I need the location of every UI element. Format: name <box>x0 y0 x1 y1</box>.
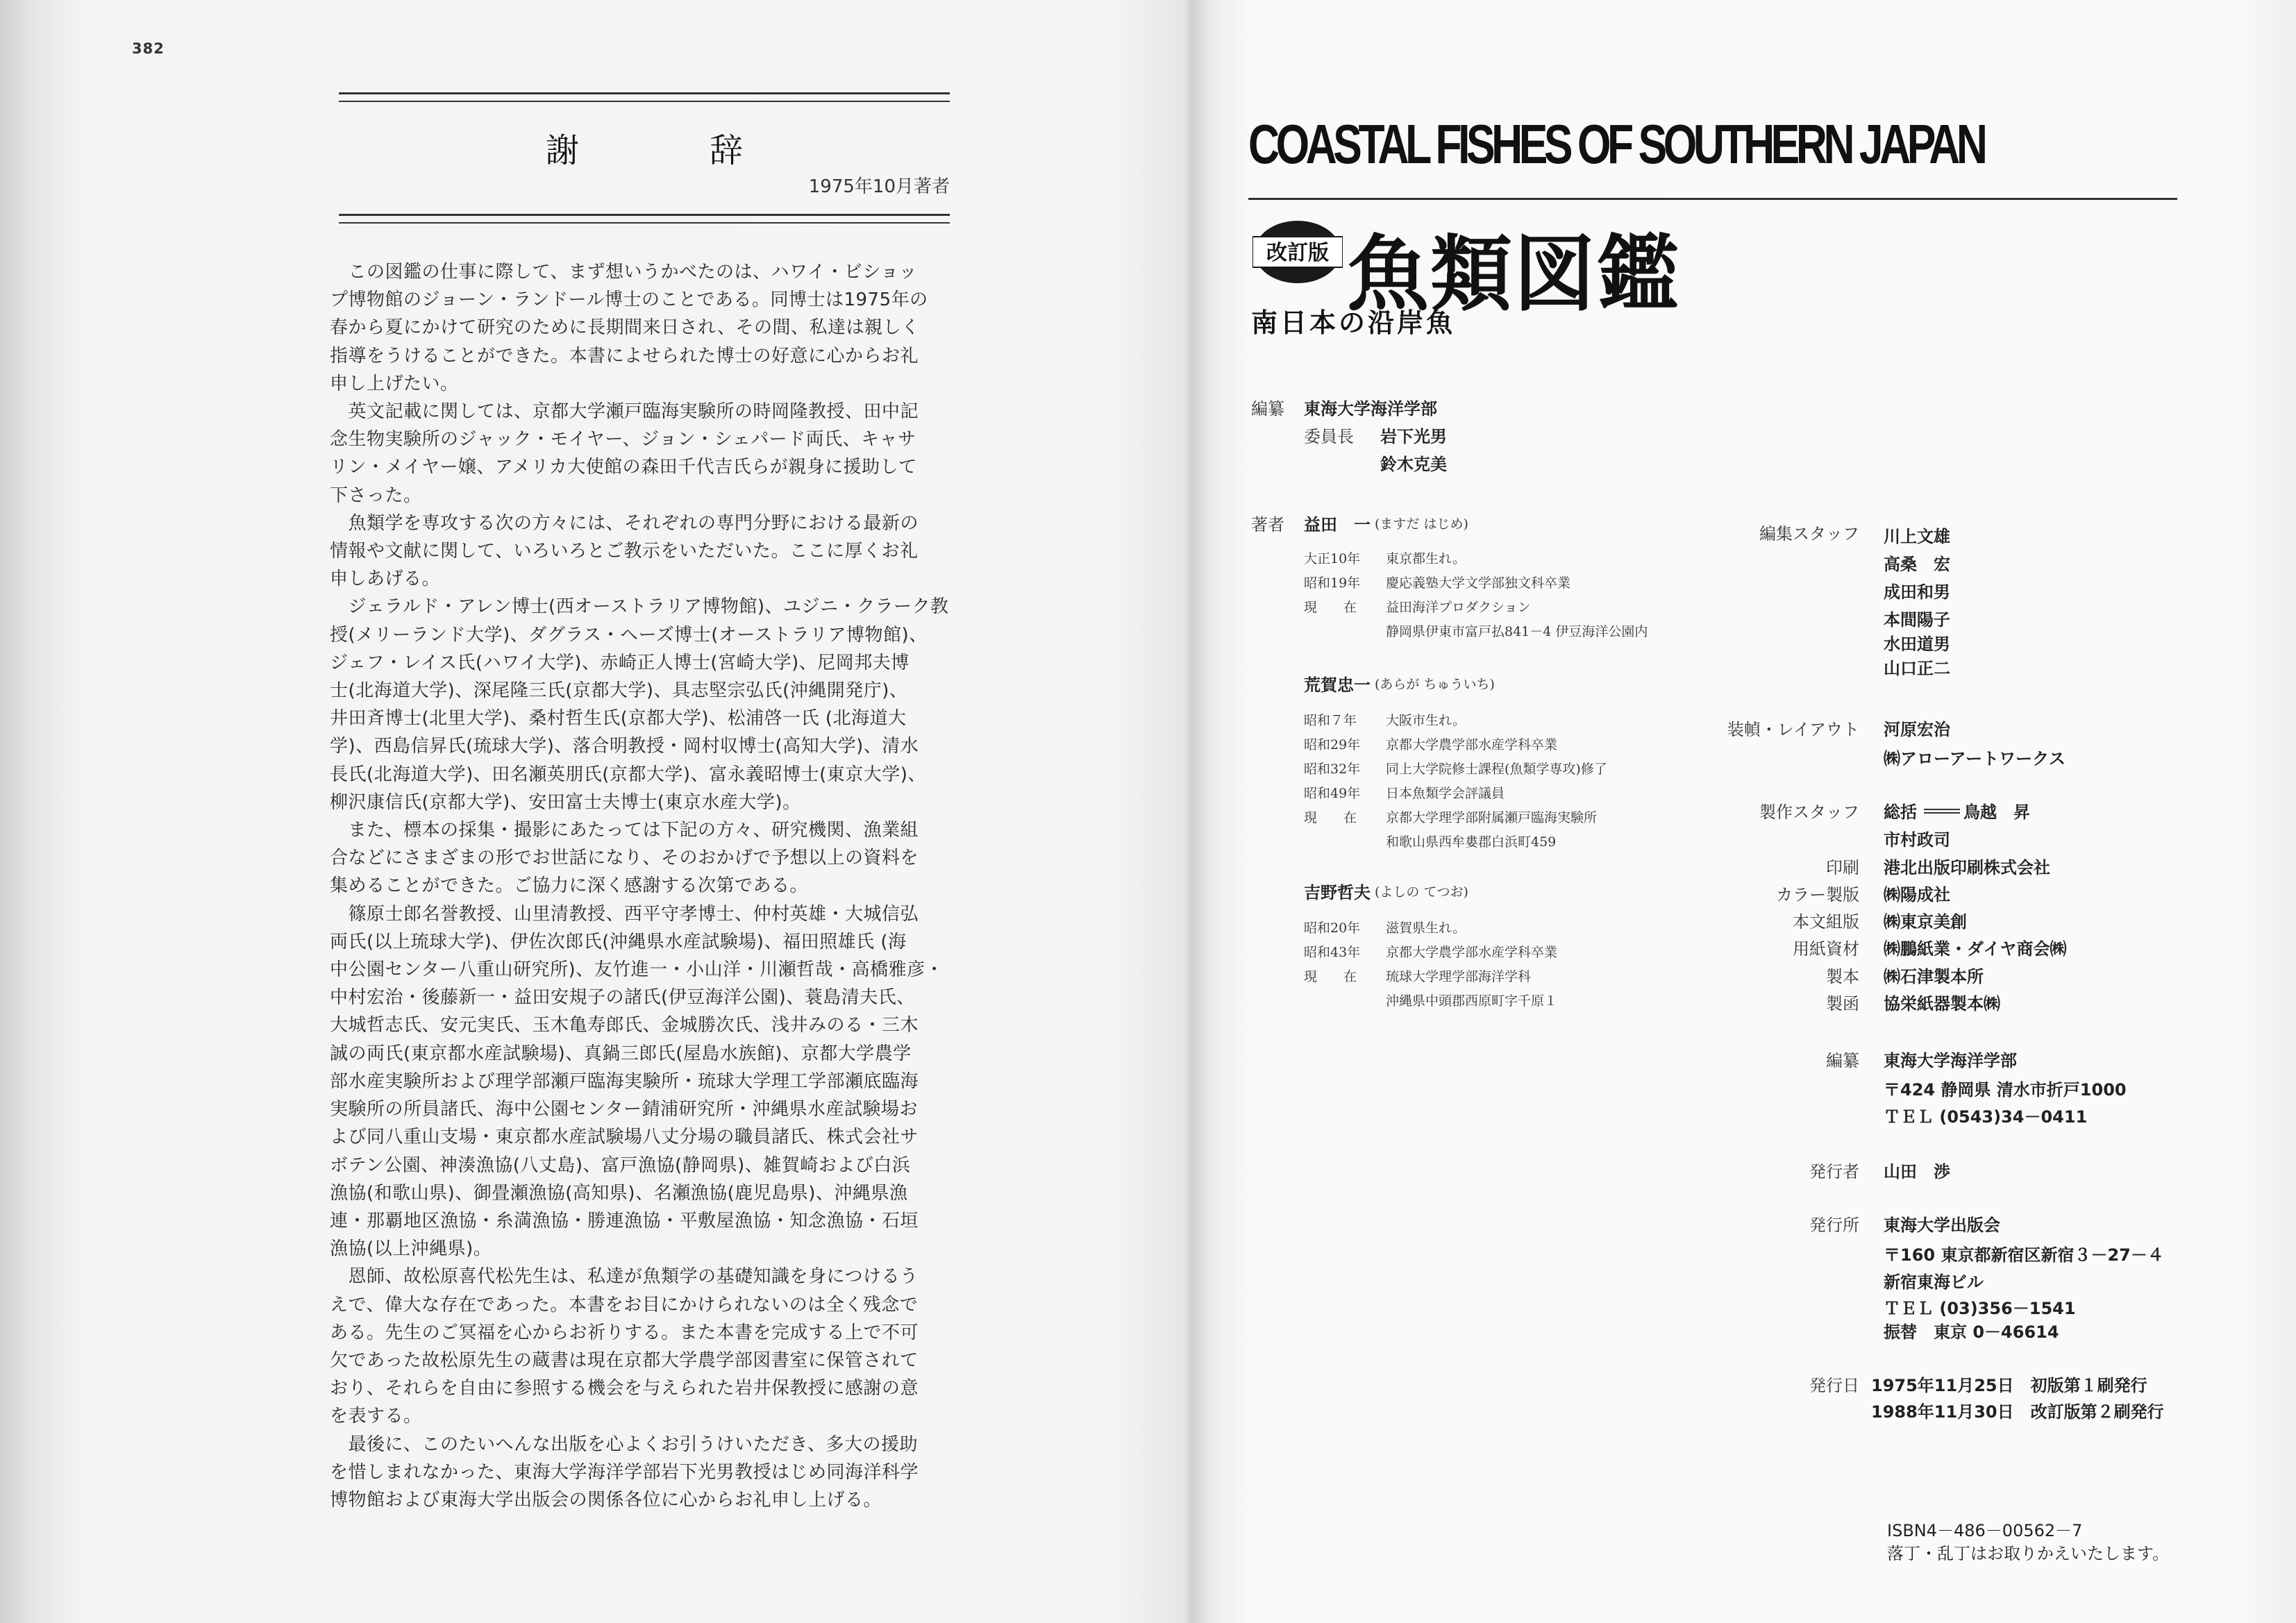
credit-label: 製函 <box>1826 994 1859 1014</box>
committee-chair-label: 委員長 <box>1304 427 1354 446</box>
author-name: 吉野哲夫 <box>1304 883 1371 902</box>
replacement-note: 落丁・乱丁はお取りかえいたします。 <box>1887 1544 2170 1563</box>
publisher-line: 東海大学出版会 <box>1884 1216 2000 1235</box>
body-line: 中村宏治・後藤新一・益田安規子の諸氏(伊豆海洋公園)、蓑島清夫氏、 <box>330 987 915 1009</box>
bio-date: 大正10年 <box>1304 551 1361 566</box>
credit-label: カラー製版 <box>1776 885 1859 905</box>
body-line: を惜しまれなかった、東海大学海洋学部岩下光男教授はじめ同海洋科学 <box>330 1461 919 1483</box>
publisher-line: 〒160 東京都新宿区新宿３－27－４ <box>1884 1245 2164 1265</box>
body-line: ジェラルド・アレン博士(西オーストラリア博物館)、ユジニ・クラーク教 <box>330 596 949 618</box>
committee-chair: 岩下光男 <box>1380 427 1447 446</box>
title-rule <box>1248 198 2177 200</box>
credit-value: ㈱鵬紙業・ダイヤ商会㈱ <box>1884 939 2067 959</box>
right-page <box>1193 0 2296 1623</box>
body-line: 授(メリーランド大学)、ダグラス・ヘーズ博士(オーストラリア博物館)、 <box>330 624 928 646</box>
japanese-subtitle: 南日本の沿岸魚 <box>1251 308 1456 338</box>
staff-member: 高桑 宏 <box>1884 555 1950 574</box>
author-kana: (ますだ はじめ) <box>1375 516 1468 532</box>
credit-value: 港北出版印刷株式会社 <box>1884 858 2050 877</box>
production-staff-label: 製作スタッフ <box>1759 802 1859 822</box>
bio-text: 同上大学院修士課程(魚類学専攻)修了 <box>1386 762 1607 777</box>
body-line: 指導をうけることができた。本書によせられた博士の好意に心からお礼 <box>330 345 919 367</box>
author-name: 荒賀忠一 <box>1304 675 1371 695</box>
author-name: 益田 一 <box>1304 515 1371 535</box>
staff-member: ㈱アローアートワークス <box>1884 749 2065 768</box>
body-line: 春から夏にかけて研究のために長期間来日され、その間、私達は親しく <box>330 317 920 339</box>
body-line: 英文記載に関しては、京都大学瀬戸臨海実験所の時岡隆教授、田中記 <box>330 401 919 423</box>
body-line: 魚類学を専攻する次の方々には、それぞれの専門分野における最新の <box>330 512 919 534</box>
issuer-name: 山田 渉 <box>1884 1162 1950 1181</box>
publication-date: 1988年11月30日 改訂版第２刷発行 <box>1871 1402 2164 1422</box>
bio-date: 現 在 <box>1304 810 1357 825</box>
bio-date: 昭和29年 <box>1304 737 1361 752</box>
acknowledgements-body <box>330 258 948 1514</box>
production-lead-prefix: 総括 <box>1884 802 1917 822</box>
layout-label: 装幀・レイアウト <box>1727 720 1859 739</box>
credit-label: 用紙資材 <box>1793 939 1859 959</box>
bio-text: 琉球大学理学部海洋学科 <box>1386 969 1532 984</box>
compile-line: 東海大学海洋学部 <box>1884 1051 2017 1070</box>
body-line: 欠であった故松原先生の蔵書は現在京都大学農学部図書室に保管されて <box>330 1349 919 1371</box>
body-line: を表する。 <box>330 1406 422 1427</box>
bio-date: 現 在 <box>1304 600 1357 615</box>
bio-text: 東京都生れ。 <box>1386 551 1466 566</box>
publication-date: 1975年11月25日 初版第１刷発行 <box>1871 1376 2147 1395</box>
body-line: ある。先生のご冥福を心からお祈りする。また本書を完成する上で不可 <box>330 1322 919 1343</box>
credit-value: ㈱陽成社 <box>1884 885 1950 905</box>
credit-value: 協栄紙器製本㈱ <box>1884 994 2000 1014</box>
credit-label: 印刷 <box>1826 858 1859 877</box>
editors-org: 東海大学海洋学部 <box>1304 399 1437 419</box>
body-line: 連・那覇地区漁協・糸満漁協・勝連漁協・平敷屋漁協・知念漁協・石垣 <box>330 1210 919 1231</box>
staff-member: 本間陽子 <box>1884 610 1950 630</box>
publisher-line: 新宿東海ビル <box>1884 1272 1984 1292</box>
title-bottom-rule <box>339 214 950 224</box>
body-line: 柳沢康信氏(京都大学)、安田富士夫博士(東京水産大学)。 <box>330 791 801 813</box>
body-line: また、標本の採集・撮影にあたっては下記の方々、研究機関、漁業組 <box>330 820 919 841</box>
bio-text: 和歌山県西牟婁郡白浜町459 <box>1386 834 1557 850</box>
title-top-rule <box>339 92 950 102</box>
bio-text: 大阪市生れ。 <box>1386 713 1466 728</box>
page-number: 382 <box>132 40 165 57</box>
author-kana: (よしの てつお) <box>1375 884 1468 900</box>
body-line: 集めることができた。ご協力に深く感謝する次第である。 <box>330 875 809 897</box>
body-line: 両氏(以上琉球大学)、伊佐次郎氏(沖縄県水産試験場)、福田照雄氏 (海 <box>330 931 907 952</box>
body-line: 誠の両氏(東京都水産試験場)、真鍋三郎氏(屋島水族館)、京都大学農学 <box>330 1043 912 1064</box>
body-line: よび同八重山支場・東京都水産試験場八丈分場の職員諸氏、株式会社サ <box>330 1127 919 1148</box>
double-dash <box>1924 809 1960 814</box>
body-line: 学)、西島信昇氏(琉球大学)、落合明教授・岡村収博士(高知大学)、清水 <box>330 736 919 757</box>
bio-date: 昭和43年 <box>1304 945 1361 960</box>
body-line: 最後に、このたいへんな出版を心よくお引うけいただき、多大の援助 <box>330 1433 918 1455</box>
credit-label: 本文組版 <box>1793 912 1859 932</box>
revised-edition-badge <box>1252 218 1343 286</box>
body-line: 申し上げたい。 <box>330 373 459 394</box>
body-line: 漁協(以上沖縄県)。 <box>330 1238 492 1260</box>
body-line: 下さった。 <box>330 485 422 506</box>
bio-text: 益田海洋プロダクション <box>1386 600 1531 615</box>
publisher-line: 振替 東京 0－46614 <box>1884 1322 2059 1342</box>
authors-label: 著者 <box>1251 515 1284 535</box>
credit-value: ㈱東京美創 <box>1884 912 1967 932</box>
body-line: 恩師、故松原喜代松先生は、私達が魚類学の基礎知識を身につけるう <box>330 1266 919 1288</box>
publication-date-label: 発行日 <box>1809 1376 1859 1395</box>
body-line: ジェフ・レイス氏(ハワイ大学)、赤崎正人博士(宮崎大学)、尼岡邦夫博 <box>330 652 910 673</box>
body-line: 念生物実験所のジャック・モイヤー、ジョン・シェパード両氏、キャサ <box>330 429 916 451</box>
body-line: 博物館および東海大学出版会の関係各位に心からお礼申し上げる。 <box>330 1489 882 1511</box>
bio-text: 沖縄県中頭郡西原町字千原１ <box>1386 993 1558 1009</box>
body-line: 士(北海道大学)、深尾隆三氏(京都大学)、具志堅宗弘氏(沖縄開発庁)、 <box>330 680 908 702</box>
publisher-label: 発行所 <box>1809 1216 1859 1235</box>
edit-staff-label: 編集スタッフ <box>1759 524 1859 544</box>
committee-member: 鈴木克美 <box>1380 455 1447 474</box>
bio-text: 日本魚類学会評議員 <box>1386 786 1505 801</box>
body-line: この図鑑の仕事に際して、まず想いうかべたのは、ハワイ・ビショッ <box>330 262 918 283</box>
body-line: おり、それらを自由に参照する機会を与えられた岩井保教授に感謝の意 <box>330 1378 919 1399</box>
bio-text: 京都大学理学部附属瀬戸臨海実験所 <box>1386 810 1598 825</box>
editors-label: 編纂 <box>1251 399 1284 419</box>
body-line: ボテン公園、神湊漁協(八丈島)、富戸漁協(静岡県)、雑賀崎および白浜 <box>330 1154 911 1176</box>
english-title: COASTAL FISHES OF SOUTHERN JAPAN <box>1248 113 1984 175</box>
japanese-title: 魚類図鑑 <box>1347 226 1681 322</box>
body-line: 部水産実験所および理学部瀬戸臨海実験所・琉球大学理工学部瀬底臨海 <box>330 1070 919 1092</box>
bio-text: 静岡県伊東市富戸払841－4 伊豆海洋公園内 <box>1386 624 1648 639</box>
bio-text: 京都大学農学部水産学科卒業 <box>1386 737 1558 752</box>
staff-member: 河原宏治 <box>1884 720 1950 739</box>
credit-label: 製本 <box>1826 967 1859 986</box>
bio-date: 現 在 <box>1304 969 1357 984</box>
author-kana: (あらが ちゅういち) <box>1375 677 1495 692</box>
badge-label: 改訂版 <box>1266 241 1329 265</box>
issuer-label: 発行者 <box>1809 1162 1859 1181</box>
staff-member: 川上文雄 <box>1884 527 1950 546</box>
bio-date: 昭和19年 <box>1304 575 1361 591</box>
bio-date: 昭和49年 <box>1304 786 1361 801</box>
bio-date: 昭和32年 <box>1304 762 1361 777</box>
body-line: 合などにさまざまの形でお世話になり、そのおかげで予想以上の資料を <box>330 848 919 869</box>
acknowledgements-byline: 1975年10月著者 <box>808 176 950 197</box>
compile-line: ＴＥＬ (0543)34－0411 <box>1884 1107 2088 1127</box>
staff-member: 山口正二 <box>1884 659 1950 678</box>
body-line: 篠原士郎名誉教授、山里清教授、西平守孝博士、仲村英雄・大城信弘 <box>330 903 919 925</box>
body-line: 大城哲志氏、安元実氏、玉木亀寿郎氏、金城勝次氏、浅井みのる・三木 <box>330 1015 919 1036</box>
bio-text: 慶応義塾大学文学部独文科卒業 <box>1386 575 1571 591</box>
body-line: リン・メイヤー嬢、アメリカ大使館の森田千代吉氏らが親身に援助して <box>330 457 917 478</box>
bio-date: 昭和20年 <box>1304 920 1361 936</box>
bio-text: 滋賀県生れ。 <box>1386 920 1466 936</box>
body-line: 漁協(和歌山県)、御畳瀬漁協(高知県)、名瀬漁協(鹿児島県)、沖縄県漁 <box>330 1182 908 1204</box>
body-line: えで、偉大な存在であった。本書をお目にかけられないのは全く残念で <box>330 1294 919 1315</box>
publisher-line: ＴＥＬ (03)356－1541 <box>1884 1299 2076 1318</box>
acknowledgements-title: 謝 辞 <box>545 131 791 170</box>
body-line: プ博物館のジョーン・ランドール博士のことである。同博士は1975年の <box>330 289 928 311</box>
credit-value: ㈱石津製本所 <box>1884 967 1984 986</box>
production-lead: 鳥越 昇 <box>1963 802 2030 822</box>
compile-label: 編纂 <box>1826 1051 1859 1070</box>
bio-text: 京都大学農学部水産学科卒業 <box>1386 945 1558 960</box>
production-member: 市村政司 <box>1884 830 1950 850</box>
body-line: 実験所の所員諸氏、海中公園センター錆浦研究所・沖縄県水産試験場お <box>330 1099 918 1120</box>
body-line: 井田斉博士(北里大学)、桑村哲生氏(京都大学)、松浦啓一氏 (北海道大 <box>330 708 907 730</box>
isbn: ISBN4－486－00562－7 <box>1887 1521 2083 1540</box>
body-line: 情報や文献に関して、いろいろとご教示をいただいた。ここに厚くお礼 <box>330 541 919 562</box>
staff-member: 水田道男 <box>1884 634 1950 654</box>
body-line: 申しあげる。 <box>330 569 441 590</box>
bio-date: 昭和７年 <box>1304 713 1357 728</box>
body-line: 中公園センター八重山研究所)、友竹進一・小山洋・川瀬哲哉・高橋雅彦・ <box>330 959 944 981</box>
staff-member: 成田和男 <box>1884 582 1950 602</box>
compile-line: 〒424 静岡県 清水市折戸1000 <box>1884 1080 2127 1100</box>
body-line: 長氏(北海道大学)、田名瀬英朋氏(京都大学)、富永義昭博士(東京大学)、 <box>330 764 926 785</box>
